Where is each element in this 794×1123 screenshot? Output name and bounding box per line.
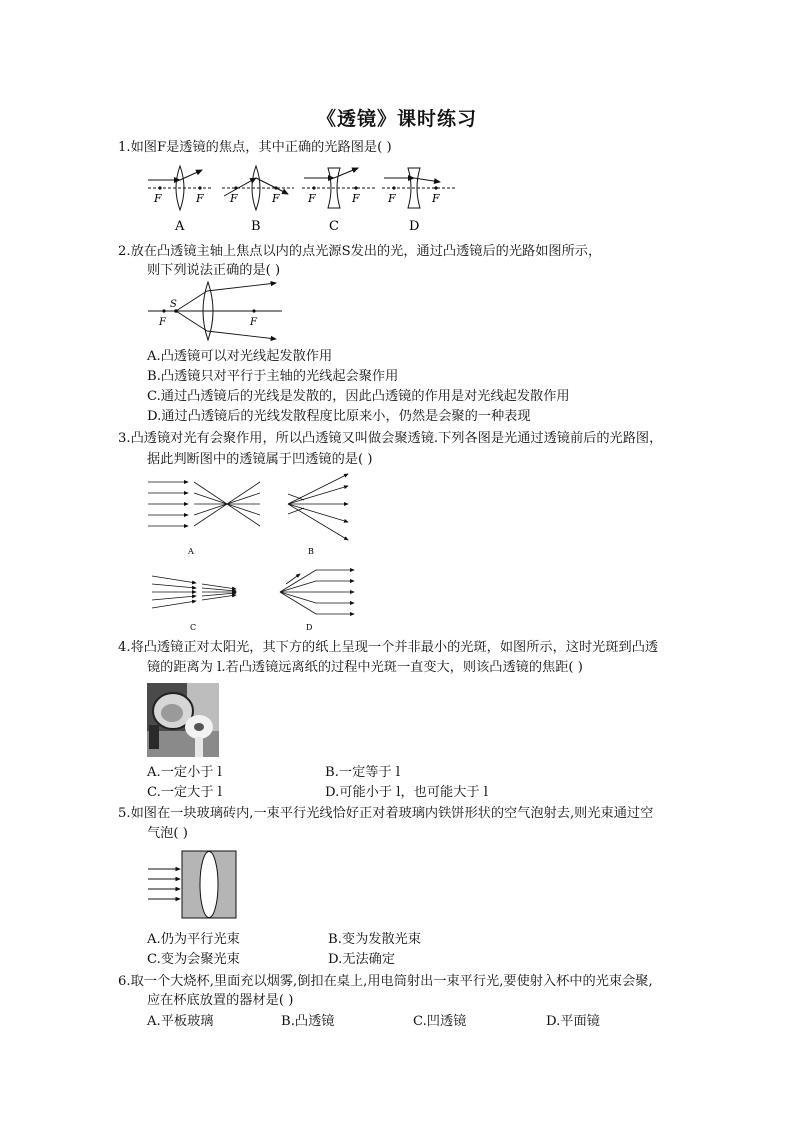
q4-option-a: A.一定小于 l [147,765,222,780]
q5-option-d: D.无法确定 [328,952,396,967]
svg-text:F: F [388,192,396,205]
q5-option-c: C.变为会聚光束 [147,952,240,967]
q1-diagram-a [148,166,212,234]
q6-option-a: A.平板玻璃 [147,1014,214,1029]
q2-option-d: D.通过凸透镜后的光线发散程度比原来小，仍然是会聚的一种表现 [147,409,531,424]
q6-option-b: B.凸透镜 [281,1014,335,1029]
q1-label-c: C [329,219,339,234]
q4-option-c: C.一定大于 l [147,785,222,800]
q3-label-b: B [308,547,314,556]
q5-stem-line2: 气泡( ) [147,826,188,841]
q4-photo [147,683,219,757]
q1-label-d: D [409,219,420,234]
q2-focus-label: F [159,317,166,328]
q2-stem-line2: 则下列说法正确的是( ) [147,263,281,278]
q2-source-label: S [170,299,177,310]
svg-text:F: F [272,192,280,205]
q5-stem-line1: 5.如图在一块玻璃砖内,一束平行光线恰好正对着玻璃内铁饼形状的空气泡射去,则光束通过空 [118,806,654,821]
svg-text:F: F [308,192,316,205]
q4-option-d: D.可能小于 l，也可能大于 l [325,785,488,800]
q3-diagram-c [152,576,236,632]
q3-label-a: A [188,547,194,556]
q5-option-a: A.仍为平行光束 [147,932,240,947]
q1-label-b: B [251,219,261,234]
q1-focus-label: F [196,192,204,205]
q3-figure [146,472,366,634]
q1-diagram-c [302,168,376,234]
q2-option-c: C.通过凸透镜后的光线是发散的，因此凸透镜的作用是对光线起发散作用 [147,389,570,404]
q1-stem: 1.如图F是透镜的焦点，其中正确的光路图是( ) [118,140,392,155]
q5-figure [146,850,238,920]
svg-text:F: F [432,192,440,205]
svg-text:F: F [230,192,238,205]
q1-figure [142,164,462,234]
q1-diagram-b [222,166,294,234]
q6-stem-line1: 6.取一个大烧杯,里面充以烟雾,倒扣在桌上,用电筒射出一束平行光,要使射入杯中的光束会聚, [118,974,653,989]
q1-focus-label: F [154,192,162,205]
q3-label-c: C [190,623,197,632]
q4-stem-line1: 4.将凸透镜正对太阳光，其下方的纸上呈现一个并非最小的光斑，如图所示，这时光斑到凸透 [118,640,659,655]
q5-option-b: B.变为发散光束 [328,932,422,947]
q3-stem-line2: 据此判断图中的透镜属于凹透镜的是( ) [147,452,373,467]
q6-stem-line2: 应在杯底放置的器材是( ) [147,993,294,1008]
q6-option-d: D.平面镜 [546,1014,600,1029]
q1-label-a: A [175,219,185,234]
q4-stem-line2: 镜的距离为 l.若凸透镜远离纸的过程中光斑一直变大，则该凸透镜的焦距( ) [147,660,583,675]
q3-diagram-a [148,482,260,556]
q2-figure [146,280,286,342]
svg-text:F: F [352,192,360,205]
q2-stem-line1: 2.放在凸透镜主轴上焦点以内的点光源S发出的光，通过凸透镜后的光路如图所示， [118,244,602,259]
q2-option-b: B.凸透镜只对平行于主轴的光线起会聚作用 [147,369,399,384]
q4-option-b: B.一定等于 l [325,765,401,780]
q3-stem-line1: 3.凸透镜对光有会聚作用，所以凸透镜又叫做会聚透镜.下列各图是光通过透镜前后的光路图， [118,431,663,446]
q2-focus-label: F [250,317,257,328]
q3-diagram-d [280,570,354,632]
q2-option-a: A.凸透镜可以对光线起发散作用 [147,349,333,364]
q3-label-d: D [306,623,313,632]
q6-option-c: C.凹透镜 [413,1014,467,1029]
q1-diagram-d [382,168,456,234]
page-title: 《透镜》课时练习 [316,108,477,130]
q3-diagram-b [288,474,348,556]
